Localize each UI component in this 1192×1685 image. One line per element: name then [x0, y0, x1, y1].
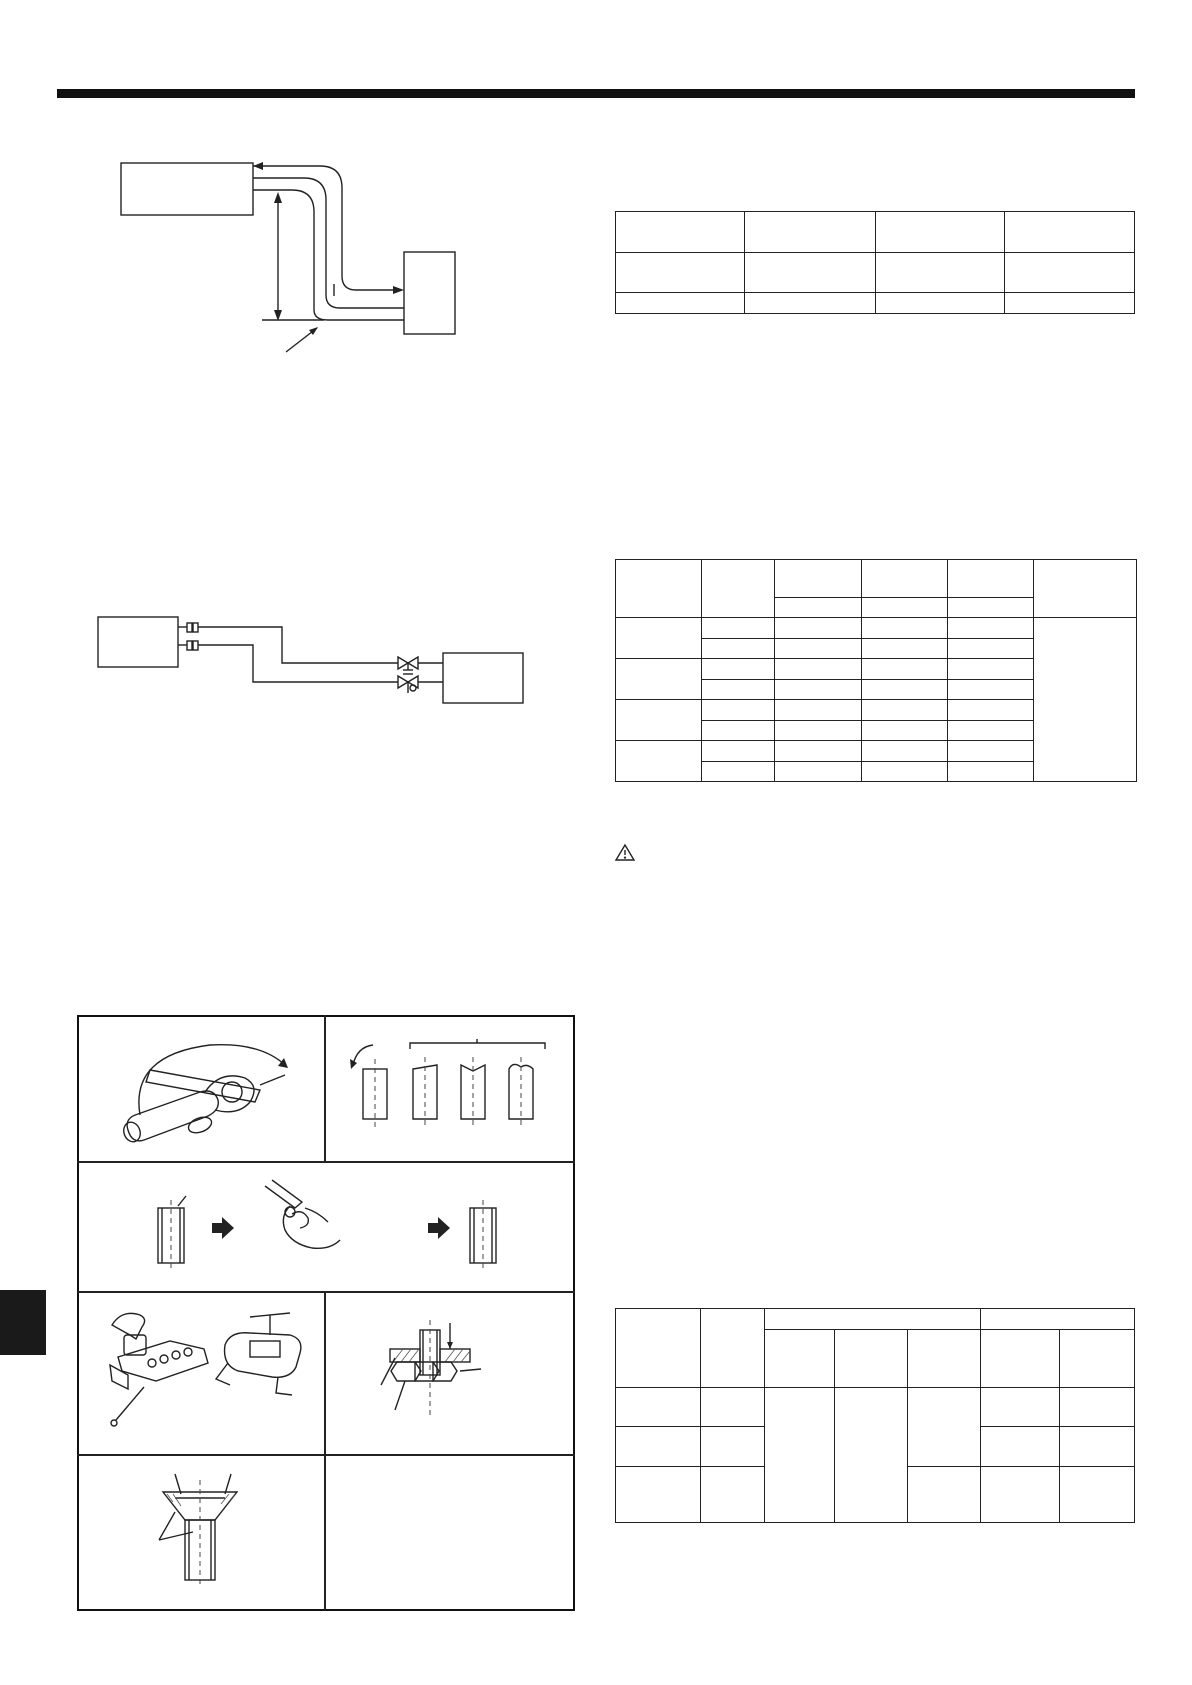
pipe-end-icon: [461, 1057, 485, 1127]
spec-table-3: [615, 1308, 1135, 1523]
spec-table-2: [615, 559, 1137, 782]
pipe-section-icon: [158, 1196, 186, 1270]
pipe-end-icon: [509, 1057, 533, 1127]
flare-tool-icon: [216, 1313, 301, 1395]
finished-flare-illustration: [145, 1470, 265, 1590]
pipe-end-icon: [413, 1057, 437, 1127]
flaring-tools-illustration: [100, 1305, 315, 1430]
reamer-hand-icon: [265, 1180, 340, 1248]
right-arrow-icon: [428, 1217, 450, 1239]
pipe-section-icon: [470, 1200, 496, 1270]
warning-triangle-icon: [615, 843, 635, 861]
deburring-sequence-illustration: [140, 1178, 520, 1278]
pipe-end-icon: [363, 1059, 387, 1127]
pipe-cut-shapes-illustration: [345, 1035, 555, 1150]
flare-tool-icon: [110, 1313, 208, 1426]
spec-table-1: [615, 211, 1135, 314]
wing-nut-icon: [391, 1362, 421, 1381]
flare-die-section-illustration: [375, 1315, 495, 1425]
right-arrow-icon: [212, 1217, 234, 1239]
pipe-cutter-illustration: [110, 1030, 310, 1150]
